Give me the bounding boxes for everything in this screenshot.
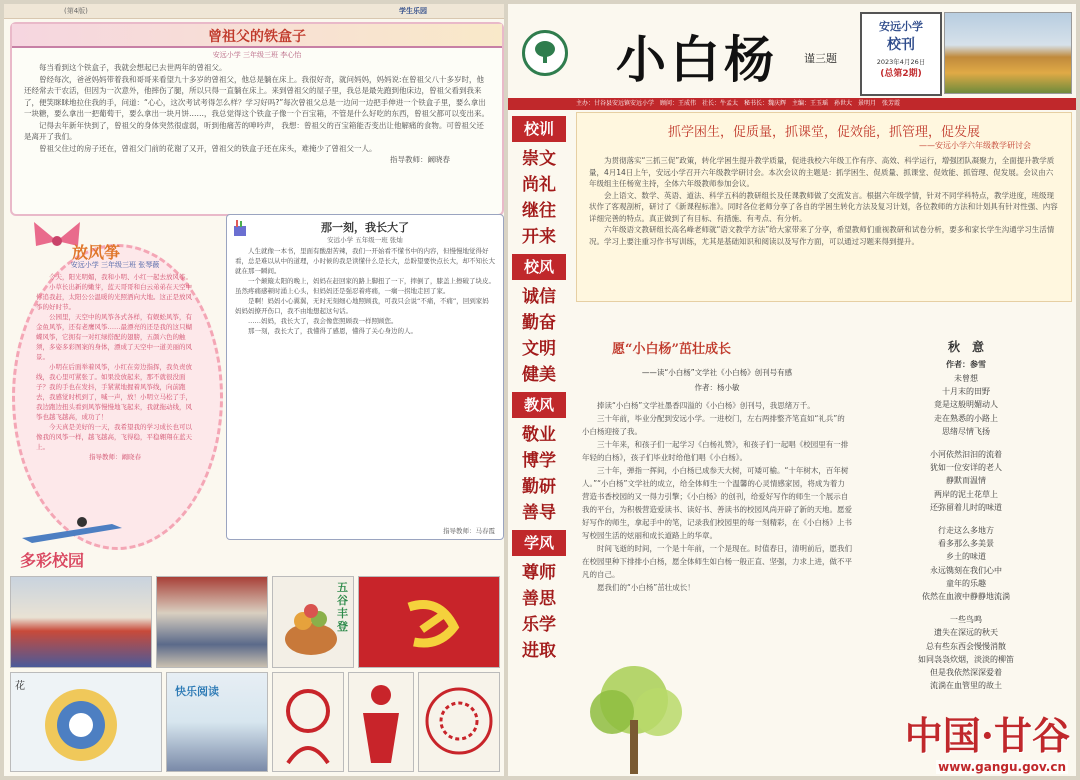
motto-word: 勤奋: [522, 313, 556, 333]
poem-line: 还弥留着儿时的味道: [930, 502, 1002, 512]
poem-line: 思绪尽情飞扬: [942, 426, 990, 436]
poem-stanza-break: [866, 514, 1066, 524]
poem-line: 如同袅袅炊烟，淡淡的柳笛: [918, 654, 1014, 664]
poem-line: 竟是这般明媚动人: [934, 400, 998, 410]
round-papercut-icon: [419, 673, 499, 771]
activity-photo: [10, 576, 152, 668]
poem-line: 十月末的田野: [942, 387, 990, 397]
poem-line: 犹如一位安详的老人: [930, 463, 1002, 473]
news-paragraph: 会上语文、数学、英语、道法、科学五科的教研组长及任课教师做了交流发言。根据六年级学情，针对不同学科特点，教学进度，班级现状作了客观剖析，研讨了《新课程标准》。同时各位老师分享了各自的学困生转化方法及复习计划，各位教师的方法和计划具有针对性强、内容详细完善的特点。真正做到了有目标、有措施、有考点、有分析。: [589, 190, 1058, 223]
article-title: 那一刻，我长大了: [321, 221, 409, 234]
essay-paragraph: 时间飞逝的时间，一个是十年前，一个是现在。时值春日，清明前后，愿我们在校园里种下排排小白杨，愿全体师生如白杨一般正直、坚强，力求上进，做不平凡的自己。: [582, 544, 852, 579]
poem-line: 童年的乐趣: [946, 578, 986, 588]
photo-caption: 快乐阅读: [175, 685, 219, 698]
motto-word: 乐学: [522, 615, 556, 635]
portrait-papercut-icon: [273, 673, 343, 771]
papercut-round: [418, 672, 500, 772]
news-article: [576, 112, 1072, 302]
poem-line: 乡土的味道: [946, 552, 986, 562]
poem-line: 一些鸟鸣: [950, 615, 982, 625]
credits-text: 主办：甘谷县安远镇安远小学 顾问：王成伟 社长：牛孟太 秘书长：魏庆辉 主编：王玉瑶 孙世大 景明月 张芳霞: [576, 100, 901, 107]
pencil-kid-icon: [22, 516, 132, 546]
motto-word: 健美: [522, 365, 556, 385]
essay-title: 愿“小白杨”茁壮成长: [612, 342, 731, 357]
poem-line: 行走这么多地方: [938, 526, 994, 536]
motto-column: [508, 98, 570, 776]
issue-type: 校刊: [887, 37, 915, 53]
article-paragraph: 小明在后面举着风筝，小红在旁边指挥，我负责放线，我心里可紧张了。如果没放起来，那不就很没面子？我的手也在发抖，手紧紧地握着风筝线，向前跑去，我感觉时机到了，喊一声，放！小明立马松了手，我边跑边扭头看到风筝慢慢地飞起来，我就拖动线，风筝也越飞越高，成功了！: [36, 363, 192, 421]
masthead: [508, 4, 1076, 98]
tree-illustration-icon: [574, 660, 704, 776]
article-paragraph: 今天，阳光明媚，我和小明、小红一起去放风筝。: [49, 273, 192, 281]
teacher-credit: 指导教师：阚晓春: [390, 155, 450, 164]
motto-label: 校训: [512, 116, 566, 142]
poem-stanza-break: [866, 603, 1066, 613]
motto-label: 学风: [512, 530, 566, 556]
motto-label: 校风: [512, 254, 566, 280]
essay-paragraph: 三十年来，和孩子们一起学习《白杨礼赞》，和孩子们一起唱《校园里有一排年轻的白杨》，孩子们毕业时给他们唱《小白杨》。: [582, 440, 849, 462]
issue-date: 2023年4月26日: [876, 58, 926, 66]
essay-article: [582, 308, 852, 776]
article-paragraph: 是啊！妈妈小心翼翼，无时无刻细心地照顾我，可我只会说“不痛，不痛”，回到家妈妈妈妈撩开伤口，我不由地想起这句话。: [235, 297, 489, 315]
poem-author: 作者：参雪: [946, 360, 986, 369]
drawing-caption: 五谷丰登: [337, 581, 348, 633]
motto-word: 善导: [522, 503, 556, 523]
site-url: www.gangu.gov.cn: [938, 760, 1066, 774]
motto-word: 尊师: [522, 563, 556, 583]
essay-paragraph: 三十年前，毕业分配到安远小学。一进校门，左右两排整齐笔直如“礼兵”的小白杨迎接了我。: [582, 414, 845, 436]
article-title: 曾祖父的铁盒子: [208, 29, 306, 45]
article-flying-kite: [12, 216, 217, 546]
photo-gallery: [10, 576, 500, 772]
poem-line: 未曾想: [954, 374, 978, 383]
motto-word: 博学: [522, 451, 556, 471]
party-emblem-art: [358, 576, 500, 668]
article-paragraph: 一个颠簸太阳的晚上，妈妈在赶回家的路上脚扭了一下，摔倒了，膝盖上擦破了块皮。虽然疼痛感顿时涌上心头，但妈妈还是强忍着疼痛，一瘸一拐地走回了家。: [235, 277, 495, 295]
poem-line: 走在熟悉的小路上: [934, 413, 998, 423]
figure-papercut-icon: [349, 673, 413, 771]
flower-drawing: [10, 672, 162, 772]
motto-label: 教风: [512, 392, 566, 418]
news-paragraph: 六年级语文教研组长高名峰老师就“语文教学方法”给大家带来了分享，希望教师们重视教研和试卷分析，要多和家长学生沟通学习生活情况。学习上要注重习作书写训练，尤其是基础知识和阅读以及写作方面，可以通过习题来得到提升。: [589, 225, 1055, 246]
essay-paragraph: 愿我们的“小白杨”茁壮成长！: [597, 583, 695, 592]
poem-line: 遗失在深远的秋天: [934, 628, 998, 638]
poem-line: 流淌在血管里的故土: [930, 681, 1002, 691]
page-tag: (第4版): [64, 7, 88, 15]
motto-word: 进取: [522, 641, 556, 661]
article-paragraph: 公园里，天空中的风筝各式各样，有蜈蚣风筝，有金鱼风筝，还有老鹰风筝……最漂亮的还是我的这只蝴蝶风筝，它拥有一对红绿搭配的翅膀，五颜六色的触须，多姿多彩图案的身体，漂成了天空中一道美丽的风景。: [36, 313, 192, 361]
motto-word: 文明: [522, 339, 556, 359]
article-byline: 安远小学 三年级三班 李心怡: [212, 51, 302, 59]
motto-word: 尚礼: [522, 175, 556, 195]
site-watermark: 中国·甘谷: [904, 713, 1070, 758]
poem-line: 两岸的泥土花草上: [934, 489, 998, 499]
poem-line: 依然在血液中静静地流淌: [922, 592, 1010, 602]
article-paragraph: 记得去年新年快到了，曾祖父的身体突然很虚弱，听到他痛苦的呻吟声， 我想：曾祖父的百宝箱能否变出让他解痛的食物。可曾祖父还是离开了我们。: [24, 120, 484, 141]
section-title: 学生乐园: [399, 7, 427, 15]
article-paragraph: 今天真是美好的一天，我希望我的学习成长也可以像我的风筝一样，越飞越高，飞得稳，平稳翱翔在蓝天上。: [36, 423, 192, 451]
teacher-credit: 指导教师：马春霞: [443, 527, 495, 535]
motto-word: 敬业: [522, 425, 556, 445]
credits-bar: [508, 98, 1076, 110]
article-paragraph: 曾经每次，爸爸妈妈带着我和哥哥来看望九十多岁的曾祖父，他总是躺在床上。我很好奇，就问妈妈，妈妈说:在曾祖父八十多岁时，他还经常去干农活，但因为一次意外，他摔伤了腿，所以只得一直躺在床上。来到曾祖父的屋子里，我总是最先跑到他床边，曾祖父看到我来了，便笑眯眯地拉住我的手，问道：“心心，这次考试考得怎么样？学习好吗?”每次曾祖父总是一边问一边把手伸进一个铁盒子里，要么拿出一块糖，要么拿出一把葡萄干，要么拿出一块月饼……，我总觉得这个铁盒子像一个百宝箱，不管是什么好吃的东西，曾祖父都可以变出来。: [24, 74, 489, 118]
news-title: 抓学困生，促质量，抓课堂，促效能，抓管理，促发展: [667, 125, 980, 140]
activity-photo: [156, 576, 268, 668]
gallery-title: 多彩校园: [20, 551, 85, 570]
page-header-strip: [4, 4, 504, 19]
drawing-caption: 花: [15, 681, 25, 692]
paper-title: 小白杨: [616, 30, 778, 89]
autumn-landscape-photo: [944, 12, 1072, 94]
article-byline: 安远小学 三年级三班 张琴薇: [70, 261, 160, 269]
article-iron-box: [10, 22, 504, 216]
motto-word: 崇文: [522, 149, 556, 169]
papercut-portrait: [272, 672, 344, 772]
papercut-figure: [348, 672, 414, 772]
left-page: [4, 4, 504, 776]
motto-word: 勤研: [522, 477, 556, 497]
poem-stanza-break: [866, 438, 1066, 448]
harvest-drawing: [272, 576, 354, 668]
motto-word: 善思: [522, 589, 556, 609]
article-paragraph: 小草长出新的嫩芽，蓝天哥哥和白云弟弟在天空中你追我赶，太阳公公温暖的光照洒向大地。这正是放风筝的好时节。: [36, 283, 192, 311]
motto-word: 诚信: [522, 287, 556, 307]
reading-photo: [166, 672, 268, 772]
title-signature: 谨三题: [804, 52, 837, 65]
article-paragraph: ……妈妈，我长大了，我会像您照顾我一样照顾您。: [248, 317, 398, 325]
essay-subtitle: ——读“小白杨”文学社《小白杨》创刊号有感: [641, 368, 793, 377]
motto-word: 继往: [522, 201, 556, 221]
poem-line: 看多那么多美景: [938, 539, 994, 549]
article-paragraph: 每当看到这个铁盒子，我就会想起已去世两年的曾祖父。: [39, 63, 227, 72]
teacher-credit: 指导教师：阚晓春: [89, 453, 141, 461]
poem-line: 永远镌刻在我们心中: [930, 565, 1002, 575]
article-title: 放风筝: [72, 243, 121, 262]
article-grew-up: [226, 214, 504, 540]
poem-line: 静默而温情: [946, 476, 986, 486]
poem-line: 但是我依然深深爱着: [930, 668, 1002, 678]
article-paragraph: 人生就像一本书，里面有酸甜苦辣，我们一开始看不懂书中的内容，但慢慢地觉得好看，总是难以从中的道理，小时候的我是读懂什么是长大，总盼望要快点长大，却不知长大就在那一瞬间。: [235, 247, 495, 275]
news-paragraph: 为贯彻落实“三抓三促”政策，转化学困生提升教学质量，促进我校六年级工作有序、高效、科学运行，增强团队凝聚力，全面提升教学质量，4月14日上午，安远小学召开六年级教学研讨会。本次会议的主题是：抓学困生、促质量、抓课堂、促效能、抓管理、促发展。会议由六年级组主任杨宽主持，全体六年级教师参加会议。: [589, 156, 1055, 188]
school-logo: [522, 30, 568, 76]
essay-author: 作者：杨小敏: [694, 383, 740, 392]
pencil-cup-icon: [231, 219, 249, 237]
right-page: [508, 4, 1076, 776]
essay-paragraph: 捧读“小白杨”文学社墨香四溢的《小白杨》创刊号，我思绪万千。: [597, 401, 815, 410]
essay-paragraph: 三十年，弹指一挥间，小白杨已成参天大树，可矮可榆。“十年树木，百年树人。”“小白杨”文学社的成立，给全体师生一个温馨的心灵情感家园，将成为着力营造书香校园的又一得力引擎；《小白杨》的创刊，给爱好写作的师生一个展示自我的平台，为积极营造爱读书、读好书、善读书的校园风尚开辟了新的天地。愿爱好写作的师生，拿起手中的笔，记录我们校园里的每一刻精彩，在《小白杨》上书写校园生活的炫丽和成长道路上的华章。: [582, 466, 852, 540]
article-paragraph: 那一刻，我长大了，我懂得了感恩，懂得了关心身边的人。: [248, 327, 417, 335]
poem-line: 小河依然汩汩的流着: [930, 450, 1002, 460]
motto-word: 开来: [522, 227, 556, 247]
issue-number: (总第2期): [880, 69, 922, 79]
poem-title: 秋 意: [947, 340, 984, 354]
article-paragraph: 曾祖父住过的房子还在，曾祖父门前的花谢了又开，曾祖父的铁盒子还在床头，难掩少了曾祖父一人。: [39, 143, 377, 153]
flower-wheel-icon: [11, 673, 161, 771]
article-byline: 安远小学 五年级一班 张灿: [327, 236, 403, 244]
issue-info-box: [860, 12, 942, 96]
poem-line: 总有些东西会慢慢消散: [926, 641, 1006, 651]
school-name: 安远小学: [879, 20, 923, 33]
news-subtitle: ——安远小学六年级教学研讨会: [919, 141, 1031, 150]
tree-emblem-icon: [525, 33, 565, 73]
hammer-sickle-icon: [359, 577, 499, 667]
